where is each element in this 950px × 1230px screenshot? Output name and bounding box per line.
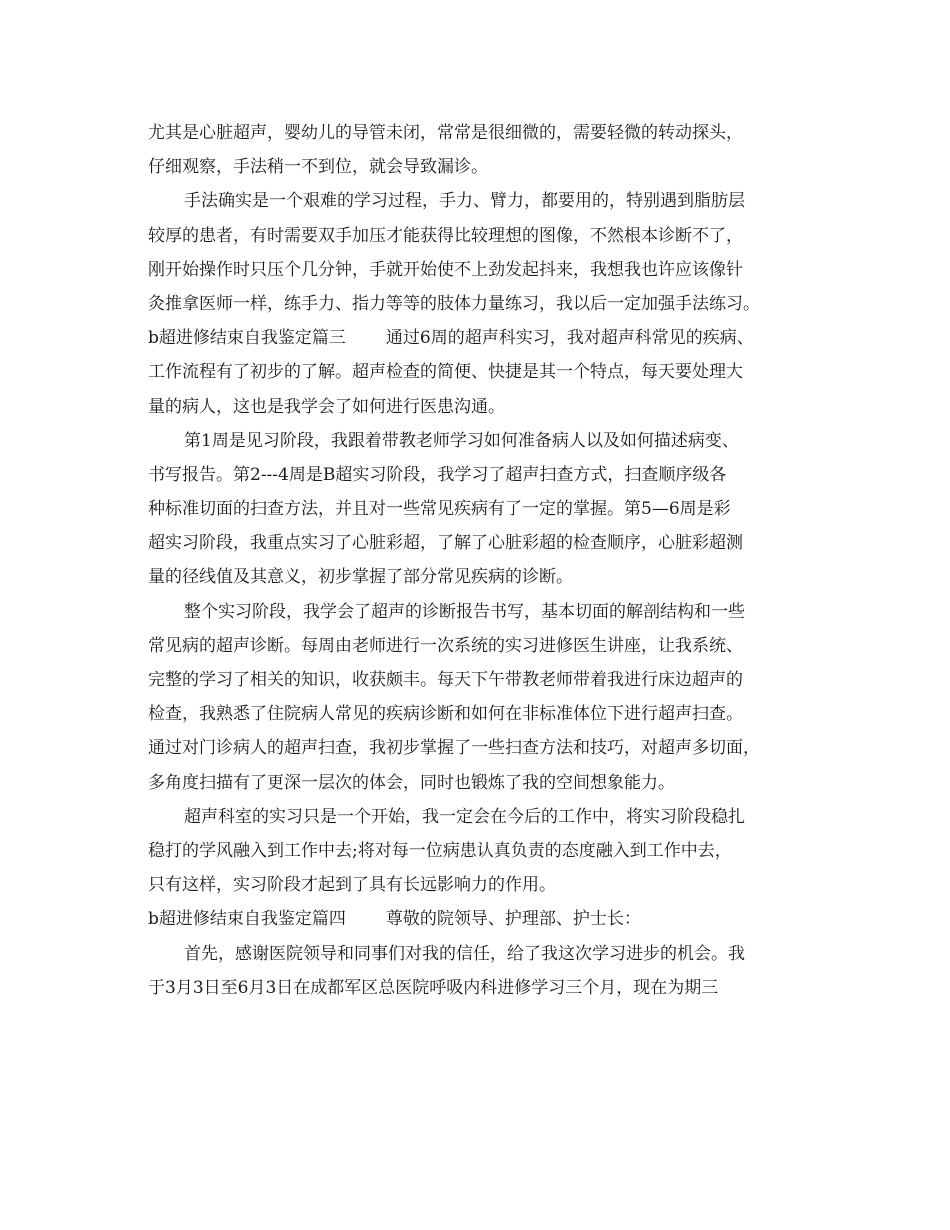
text-line: 工作流程有了初步的了解。超声检查的简便、快捷是其一个特点，每天要处理大 — [148, 362, 743, 383]
section-heading-line — [148, 321, 828, 355]
text-line: 尤其是心脏超声，婴幼儿的导管未闭，常常是很细微的，需要轻微的转动探头， — [148, 123, 743, 143]
section-heading-line — [148, 902, 828, 936]
section-4-salutation: 尊敬的院领导、护理部、护士长： — [385, 909, 641, 930]
text-line: 稳打的学风融入到工作中去;将对每一位病患认真负责的态度融入到工作中去， — [148, 840, 732, 861]
paragraph-start: 第1周是见习阶段，我跟着带教老师学习如何准备病人以及如何描述病变、 — [184, 430, 739, 451]
text-line: 灸推拿医师一样，练手力、指力等等的肢体力量练习，我以后一定加强手法练习。 — [148, 293, 760, 314]
text-line: 常见病的超声诊断。每周由老师进行一次系统的实习进修医生讲座，让我系统、 — [148, 635, 743, 656]
text-line: 只有这样，实习阶段才起到了具有长远影响力的作用。 — [148, 875, 556, 896]
text-line: 于3月3日至6月3日在成都军区总医院呼吸内科进修学习三个月，现在为期三 — [148, 977, 719, 998]
text-line: 仔细观察，手法稍一不到位，就会导致漏诊。 — [148, 157, 488, 178]
text-line: 量的病人，这也是我学会了如何进行医患沟通。 — [148, 396, 505, 417]
text-line: 种标准切面的扫查方法，并且对一些常见疾病有了一定的掌握。第5—6周是彩 — [148, 499, 731, 520]
text-line: 多角度扫描有了更深一层次的体会，同时也锻炼了我的空间想象能力。 — [148, 772, 675, 793]
text-line: 书写报告。第2---4周是B超实习阶段，我学习了超声扫查方式，扫查顺序级各 — [148, 464, 727, 485]
text-line: 检查，我熟悉了住院病人常见的疾病诊断和如何在非标准体位下进行超声扫查。 — [148, 704, 743, 725]
text-line: 通过对门诊病人的超声扫查，我初步掌握了一些扫查方法和技巧，对超声多切面， — [148, 738, 760, 759]
text-line: 量的径线值及其意义，初步掌握了部分常见疾病的诊断。 — [148, 567, 573, 588]
document-body — [148, 116, 828, 1005]
paragraph-start: 整个实习阶段，我学会了超声的诊断报告书写，基本切面的解剖结构和一些 — [184, 601, 745, 622]
section-heading-4: b超进修结束自我鉴定篇四 — [148, 909, 346, 930]
paragraph-start: 超声科室的实习只是一个开始，我一定会在今后的工作中，将实习阶段稳扎 — [184, 806, 745, 827]
paragraph-start: 首先，感谢医院领导和同事们对我的信任，给了我这次学习进步的机会。我 — [184, 943, 745, 964]
text-line: 刚开始操作时只压个几分钟，手就开始使不上劲发起抖来，我想我也许应该像针 — [148, 259, 743, 280]
section-heading-3: b超进修结束自我鉴定篇三 — [148, 328, 346, 349]
paragraph-start: 手法确实是一个艰难的学习过程，手力、臂力，都要用的，特别遇到脂肪层 — [184, 191, 745, 212]
text-line: 较厚的患者，有时需要双手加压才能获得比较理想的图像，不然根本诊断不了， — [148, 225, 743, 246]
text-line: 超实习阶段，我重点实习了心脏彩超，了解了心脏彩超的检查顺序，心脏彩超测 — [148, 533, 743, 554]
text-line: 完整的学习了相关的知识，收获颇丰。每天下午带教老师带着我进行床边超声的 — [148, 670, 743, 690]
section-3-intro: 通过6周的超声科实习，我对超声科常见的疾病、 — [385, 328, 754, 349]
